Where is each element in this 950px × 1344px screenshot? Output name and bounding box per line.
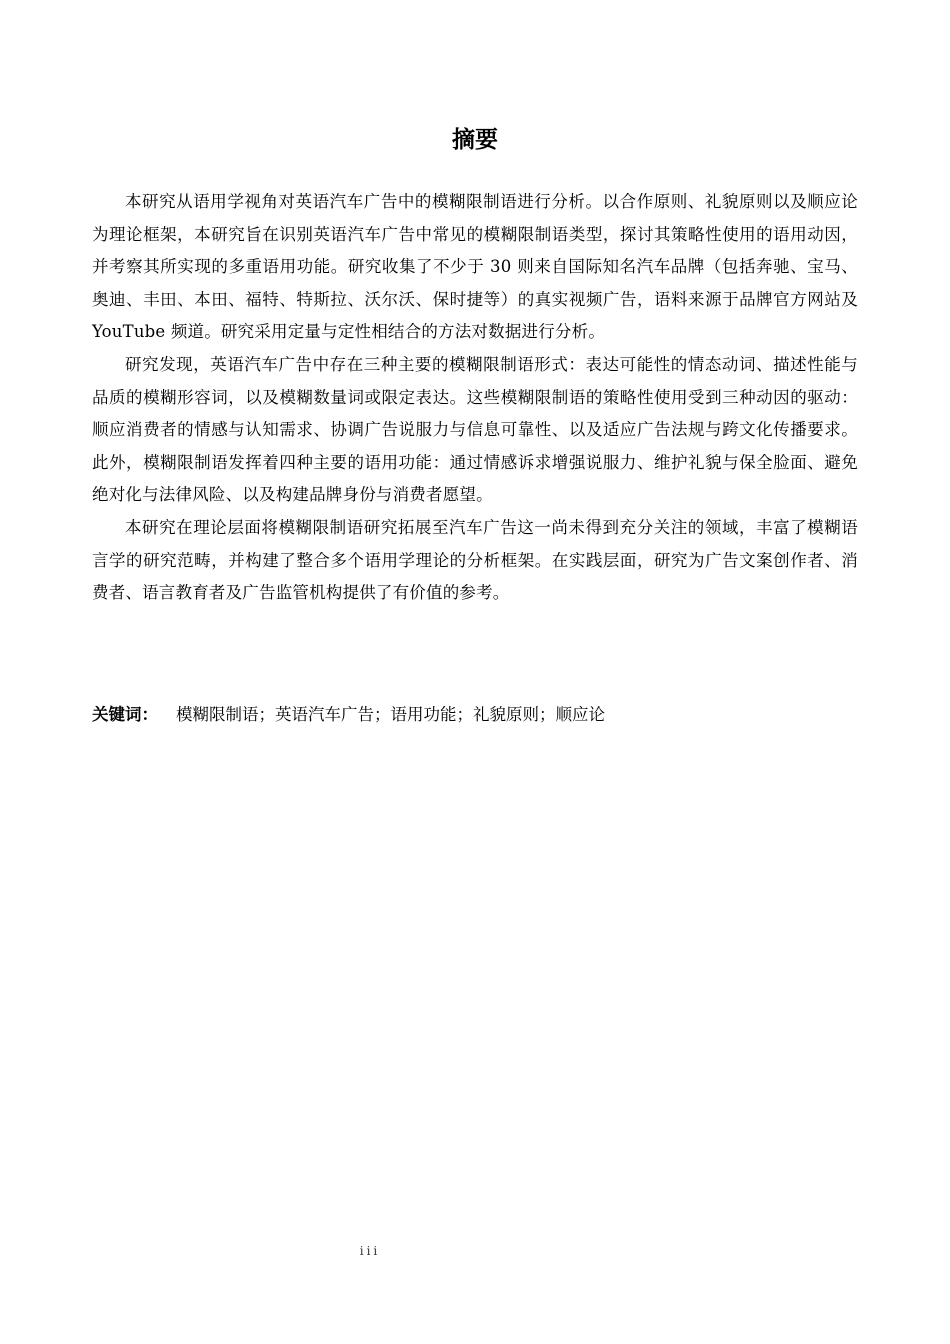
abstract-body [92, 186, 858, 610]
keywords-line [92, 700, 858, 730]
abstract-paragraph-3: 本研究在理论层面将模糊限制语研究拓展至汽车广告这一尚未得到充分关注的领域，丰富了模糊语言学的研究范畴，并构建了整合多个语用学理论的分析框架。在实践层面，研究为广告文案创作者、消费者、语言教育者及广告监管机构提供了有价值的参考。 [92, 517, 858, 603]
abstract-title: 摘要 [452, 127, 498, 153]
abstract-paragraph-2: 研究发现，英语汽车广告中存在三种主要的模糊限制语形式：表达可能性的情态动词、描述性能与品质的模糊形容词，以及模糊数量词或限定表达。这些模糊限制语的策略性使用受到三种动因的驱动：顺应消费者的情感与认知需求、协调广告说服力与信息可靠性、以及适应广告法规与跨文化传播要求。此外，模糊限制语发挥着四种主要的语用功能：通过情感诉求增强说服力、维护礼貌与保全脸面、避免绝对化与法律风险、以及构建品牌身份与消费者愿望。 [92, 354, 858, 505]
abstract-paragraph-1: 本研究从语用学视角对英语汽车广告中的模糊限制语进行分析。以合作原则、礼貌原则以及顺应论为理论框架，本研究旨在识别英语汽车广告中常见的模糊限制语类型，探讨其策略性使用的语用动因，并考察其所实现的多重语用功能。研究收集了不少于 30 则来自国际知名汽车品牌（包括奔驰、宝马、奥迪、丰田、本田、福特、特斯拉、沃尔沃、保时捷等）的真实视频广告，语料来源于品牌官方网站及 YouTube 频道。研究采用定量与定性相结合的方法对数据进行分析。 [92, 192, 858, 342]
keywords-list: 模糊限制语；英语汽车广告；语用功能；礼貌原则；顺应论 [176, 705, 605, 724]
page-number: iii [359, 1244, 381, 1258]
keywords-label: 关键词： [92, 705, 158, 724]
